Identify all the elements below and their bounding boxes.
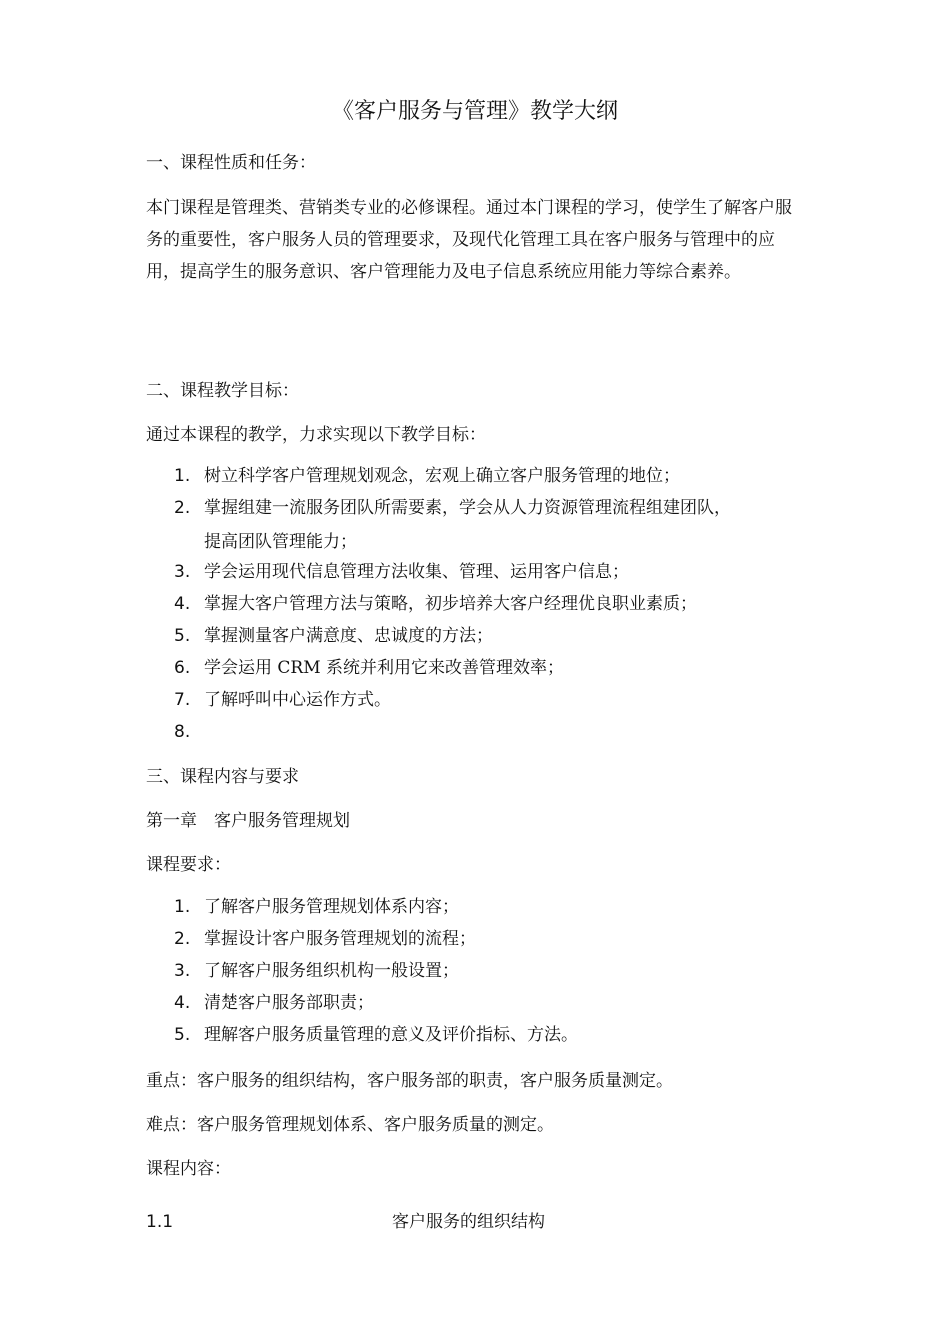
requirement-item-number: 4.	[174, 993, 191, 1013]
section1-paragraph: 本门课程是管理类、营销类专业的必修课程。通过本门课程的学习，使学生了解客户服务的重要性，客户服务人员的管理要求，及现代化管理工具在客户服务与管理中的应用，提高学生的服务意识、客户管理能力及电子信息系统应用能力等综合素养。	[146, 198, 792, 282]
goal-item	[174, 688, 391, 712]
goal-item-text: 掌握组建一流服务团队所需要素，学会从人力资源管理流程组建团队，	[204, 498, 731, 518]
section1-heading: 一、课程性质和任务：	[146, 153, 316, 173]
section3-heading: 三、课程内容与要求	[146, 767, 299, 787]
requirement-item	[174, 959, 459, 983]
goal-item-number: 2.	[174, 498, 191, 518]
goal-item-text: 树立科学客户管理规划观念，宏观上确立客户服务管理的地位；	[204, 466, 680, 486]
difficult-points: 难点：客户服务管理规划体系、客户服务质量的测定。	[146, 1115, 554, 1135]
goal-item-number: 1.	[174, 466, 191, 486]
requirement-item-text: 了解客户服务管理规划体系内容；	[204, 897, 459, 917]
requirement-item-text: 理解客户服务质量管理的意义及评价指标、方法。	[204, 1025, 578, 1045]
section2-intro: 通过本课程的教学，力求实现以下教学目标：	[146, 425, 486, 445]
document-title: 《客户服务与管理》教学大纲	[331, 99, 618, 124]
goal-item-number: 4.	[174, 594, 191, 614]
goal-item	[174, 560, 629, 584]
goal-item	[174, 624, 493, 648]
requirement-item	[174, 1023, 578, 1047]
key-points: 重点：客户服务的组织结构，客户服务部的职责，客户服务质量测定。	[146, 1071, 673, 1091]
goal-item	[174, 464, 680, 488]
goal-item-text: 学会运用 CRM 系统并利用它来改善管理效率；	[204, 658, 565, 678]
goal-item-text: 掌握测量客户满意度、忠诚度的方法；	[204, 626, 493, 646]
requirement-item	[174, 991, 374, 1015]
requirement-item-number: 2.	[174, 929, 191, 949]
goal-item	[174, 496, 731, 520]
goal-item-text: 了解呼叫中心运作方式。	[204, 690, 391, 710]
goal-item-number: 3.	[174, 562, 191, 582]
section2-heading: 二、课程教学目标：	[146, 381, 299, 401]
goal-item-number: 6.	[174, 658, 191, 678]
requirement-item-text: 清楚客户服务部职责；	[204, 993, 374, 1013]
goal-item-number: 8.	[174, 722, 191, 742]
requirements-label: 课程要求：	[146, 855, 231, 875]
requirement-item	[174, 927, 476, 951]
goal-item-text: 学会运用现代信息管理方法收集、管理、运用客户信息；	[204, 562, 629, 582]
subsection-number: 1.1	[146, 1212, 174, 1232]
requirement-item	[174, 895, 459, 919]
chapter-title: 第一章 客户服务管理规划	[146, 811, 350, 831]
requirement-item-text: 了解客户服务组织机构一般设置；	[204, 961, 459, 981]
goal-item-number: 7.	[174, 690, 191, 710]
subsection-title: 客户服务的组织结构	[392, 1212, 545, 1232]
goal-item-text: 掌握大客户管理方法与策略，初步培养大客户经理优良职业素质；	[204, 594, 697, 614]
goal-item-number: 5.	[174, 626, 191, 646]
content-label: 课程内容：	[146, 1159, 231, 1179]
requirement-item-number: 3.	[174, 961, 191, 981]
requirement-item-number: 1.	[174, 897, 191, 917]
requirement-item-number: 5.	[174, 1025, 191, 1045]
goal-item	[174, 592, 697, 616]
goal-item-continuation: 提高团队管理能力；	[204, 532, 357, 552]
goal-item	[174, 656, 564, 680]
requirement-item-text: 掌握设计客户服务管理规划的流程；	[204, 929, 476, 949]
goal-item	[174, 720, 204, 744]
